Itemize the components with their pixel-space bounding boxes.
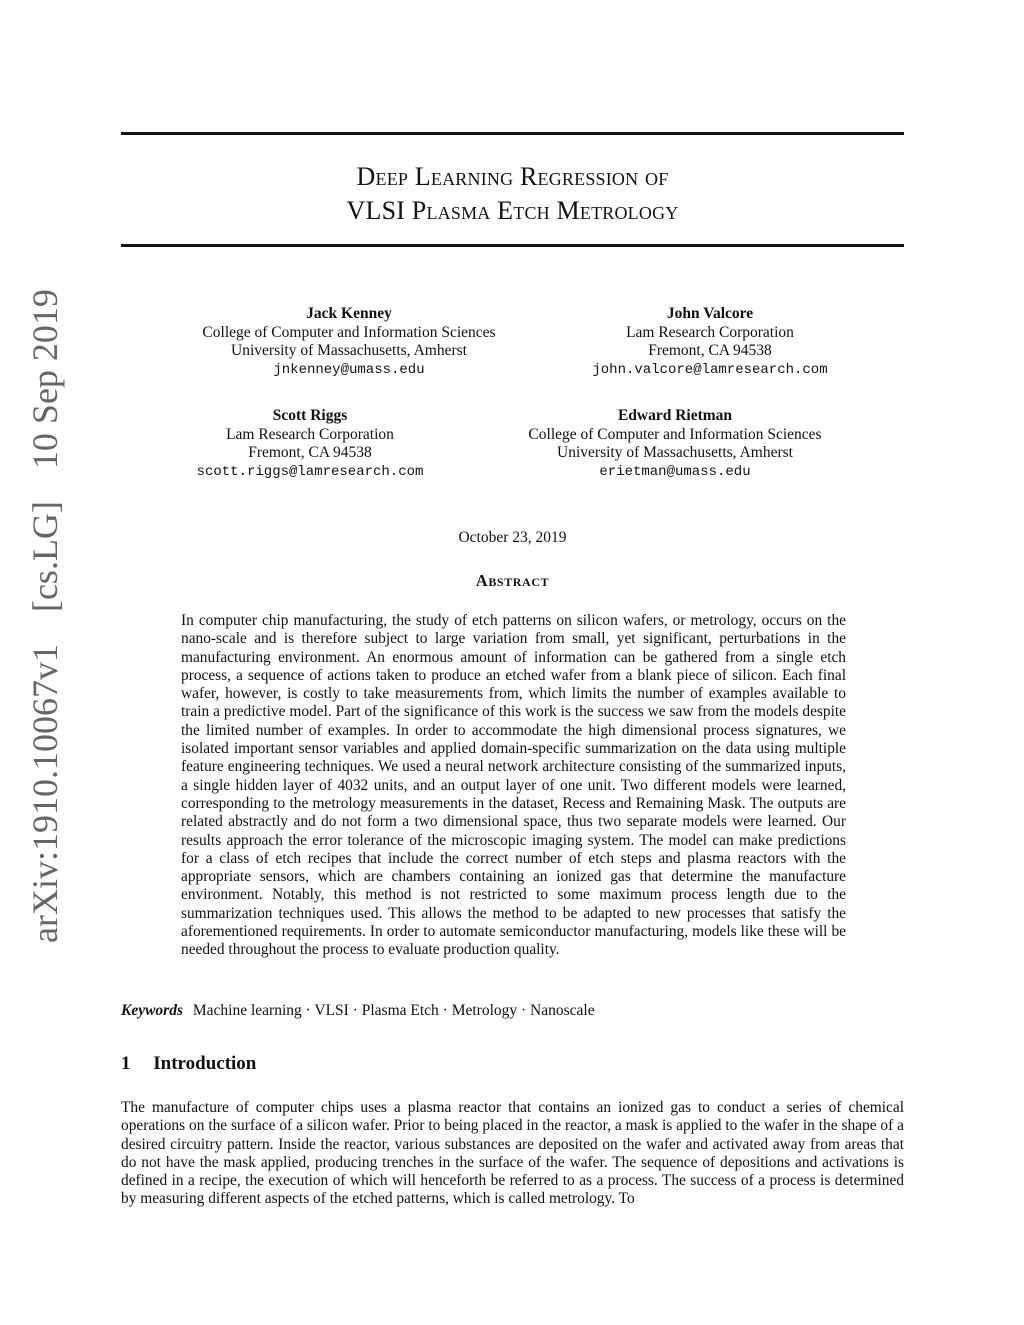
title-line-2: VLSI Plasma Etch Metrology: [346, 196, 679, 225]
author-address: Fremont, CA 94538: [648, 342, 772, 359]
author-name: John Valcore: [666, 305, 754, 322]
keywords: [121, 1002, 904, 1020]
author-address: Fremont, CA 94538: [248, 444, 372, 461]
author-email[interactable]: jnkenney@umass.edu: [273, 361, 425, 378]
author-name: Jack Kenney: [306, 305, 392, 322]
paper-title: [121, 160, 904, 228]
author-email[interactable]: john.valcore@lamresearch.com: [592, 361, 828, 378]
author-block: [520, 305, 900, 379]
title-rule-top: [121, 132, 904, 135]
author-email[interactable]: erietman@umass.edu: [599, 463, 751, 480]
arxiv-id: arXiv:1910.10067v1: [25, 644, 65, 943]
author-email[interactable]: scott.riggs@lamresearch.com: [196, 463, 424, 480]
title-line-1: Deep Learning Regression of: [356, 162, 669, 191]
title-rule-bottom: [121, 244, 904, 247]
paper-date: October 23, 2019: [458, 529, 567, 546]
section-title: Introduction: [153, 1053, 257, 1074]
author-affiliation: College of Computer and Information Sciences: [528, 425, 822, 443]
author-affiliation: College of Computer and Information Sciences: [202, 323, 496, 341]
author-address: University of Massachusetts, Amherst: [231, 342, 467, 359]
arxiv-category: [cs.LG]: [25, 501, 65, 613]
author-block: [500, 407, 850, 481]
author-block: [160, 305, 538, 379]
section-number: 1: [121, 1053, 131, 1074]
arxiv-stamp: [27, 289, 63, 943]
author-address: University of Massachusetts, Amherst: [557, 444, 793, 461]
introduction-text: The manufacture of computer chips uses a plasma reactor that contains an ionized gas to conduct a series of chemical operations on the surface of a silicon wafer. Prior to being placed in the reactor, a mask is applied to the wafer in the shape of a desired circuitry pattern. Inside the reactor, various substances are deposited on the wafer and activated away from areas that do not have the mask applied, producing trenches in the surface of the wafer. The sequence of depositions and activations is defined in a recipe, the execution of which will henceforth be referred to as a process. The success of a process is determined by measuring different aspects of the etched patterns, which is called metrology. To: [121, 1099, 904, 1208]
author-block: [160, 407, 460, 481]
section-heading: [121, 1053, 904, 1075]
keywords-label: Keywords: [121, 1002, 183, 1019]
arxiv-date: 10 Sep 2019: [25, 289, 65, 470]
author-affiliation: Lam Research Corporation: [226, 425, 394, 443]
author-name: Edward Rietman: [617, 407, 733, 424]
abstract-heading: Abstract: [475, 571, 550, 590]
author-name: Scott Riggs: [272, 407, 348, 424]
abstract-text: In computer chip manufacturing, the study of etch patterns on silicon wafers, or metrology, occurs on the nano-scale and is therefore subject to large variation from small, yet significant, perturbations in the manufacturing environment. An enormous amount of information can be gathered from a single etch process, a sequence of actions taken to produce an etched wafer from a blank piece of silicon. Each final wafer, however, is costly to take measurements from, which limits the number of examples available to train a predictive model. Part of the significance of this work is the success we saw from the models despite the limited number of examples. In order to accommodate the high dimensional process signatures, we isolated important sensor variables and applied domain-specific summarization on the data using multiple feature engineering techniques. We used a neural network architecture consisting of the summarized inputs, a single hidden layer of 4032 units, and an output layer of one unit. Two different models were learned, corresponding to the metrology measurements in the dataset, Recess and Remaining Mask. The outputs are related abstractly and do not form a two dimensional space, thus two separate models were learned. Our results approach the error tolerance of the microscopic imaging system. The model can make predictions for a class of etch recipes that include the correct number of etch steps and plasma reactors with the appropriate sensors, which are chambers containing an ionized gas that determine the manufacture environment. Notably, this method is not restricted to some maximum process length due to the summarization techniques used. This allows the method to be adapted to new processes that satisfy the aforementioned requirements. In order to automate semiconductor manufacturing, models like these will be needed throughout the process to evaluate production quality.: [181, 612, 846, 959]
keywords-text: Machine learning · VLSI · Plasma Etch · Metrology · Nanoscale: [192, 1002, 595, 1019]
author-affiliation: Lam Research Corporation: [626, 323, 794, 341]
